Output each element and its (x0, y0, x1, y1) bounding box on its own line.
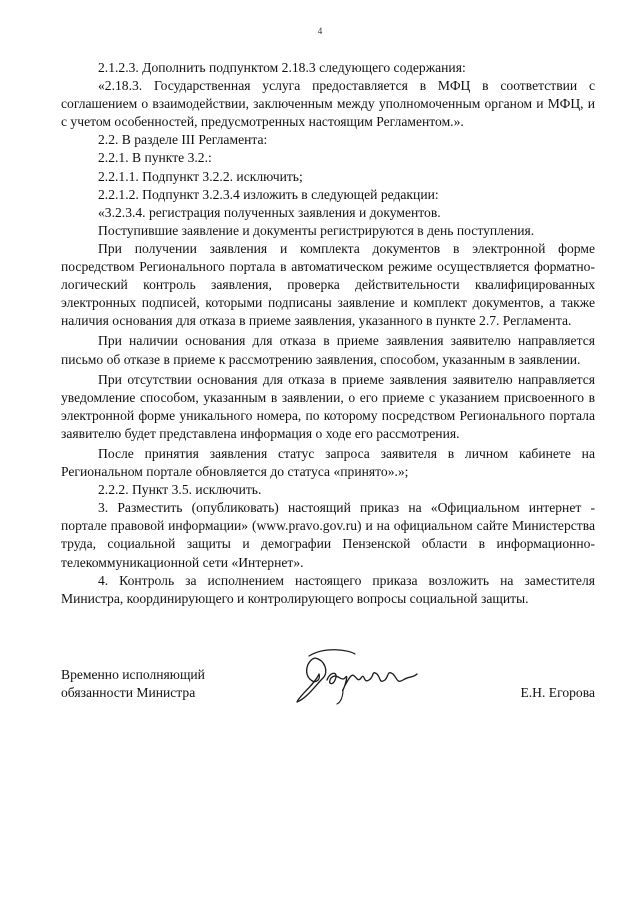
paragraph-2-2-1-1: 2.2.1.1. Подпункт 3.2.2. исключить; (98, 168, 303, 184)
paragraph-electronic-form: При получении заявления и комплекта документов в электронной форме посредством Регионального портала в автоматическом режиме осуществляется форматно-логический контроль заявления, проверка действительности квалифицированных электронных подписей, которыми подписаны заявление и комплект документов, а также наличия основания для отказа в приеме заявления, указанного в пункте 2.7. Регламента. (61, 240, 595, 329)
paragraph-2-2-2: 2.2.2. Пункт 3.5. исключить. (98, 482, 262, 498)
paragraph-registration: Поступившие заявление и документы регистрируются в день поступления. (98, 222, 535, 238)
handwritten-signature (285, 640, 425, 710)
signatory-position-line2: обязанности Министра (61, 685, 196, 700)
signatory-name: Е.Н. Егорова (520, 685, 595, 700)
document-body (61, 59, 595, 608)
signatory-position-line1: Временно исполняющий (61, 667, 205, 682)
signatory-position (61, 666, 205, 702)
paragraph-3-2-3-4: «3.2.3.4. регистрация полученных заявления и документов. (98, 204, 441, 220)
paragraph-2-1-2-3: 2.1.2.3. Дополнить подпунктом 2.18.3 следующего содержания: (98, 60, 466, 75)
paragraph-2-2-1: 2.2.1. В пункте 3.2.: (98, 150, 212, 166)
paragraph-2-18-3: «2.18.3. Государственная услуга предоставляется в МФЦ в соответствии с соглашением о взаимодействии, заключенным между уполномоченным органом и МФЦ, и с учетом особенностей, предусмотренных настоящим Регламентом.». (61, 78, 595, 130)
paragraph-status: После принятия заявления статус запроса заявителя в личном кабинете на Региональном портале обновляется до статуса «принято».»; (61, 445, 595, 480)
page-number: 4 (317, 26, 323, 36)
paragraph-2-2: 2.2. В разделе III Регламента: (98, 132, 268, 148)
paragraph-2-2-1-2: 2.2.1.2. Подпункт 3.2.3.4 изложить в следующей редакции: (98, 186, 439, 202)
paragraph-publish: 3. Разместить (опубликовать) настоящий приказ на «Официальном интернет - портале правовой информации» (www.pravo.gov.ru) и на официальном сайте Министерства труда, социальной защиты и демографии Пензенской области в информационно-телекоммуникационной сети «Интернет». (61, 500, 595, 570)
paragraph-refusal: При наличии основания для отказа в приеме заявления заявителю направляется письмо об отказе в приеме к рассмотрению заявления, способом, указанным в заявлении. (61, 333, 595, 367)
paragraph-control: 4. Контроль за исполнением настоящего приказа возложить на заместителя Министра, координирующего и контролирующего вопросы социальной защиты. (61, 572, 595, 606)
paragraph-notification: При отсутствии основания для отказа в приеме заявления заявителю направляется уведомление способом, указанным в заявлении, о его приеме с указанием присвоенного в электронной форме уникального номера, по которому посредством Регионального портала заявителю будет представлена информация о ходе его рассмотрения. (61, 371, 595, 441)
